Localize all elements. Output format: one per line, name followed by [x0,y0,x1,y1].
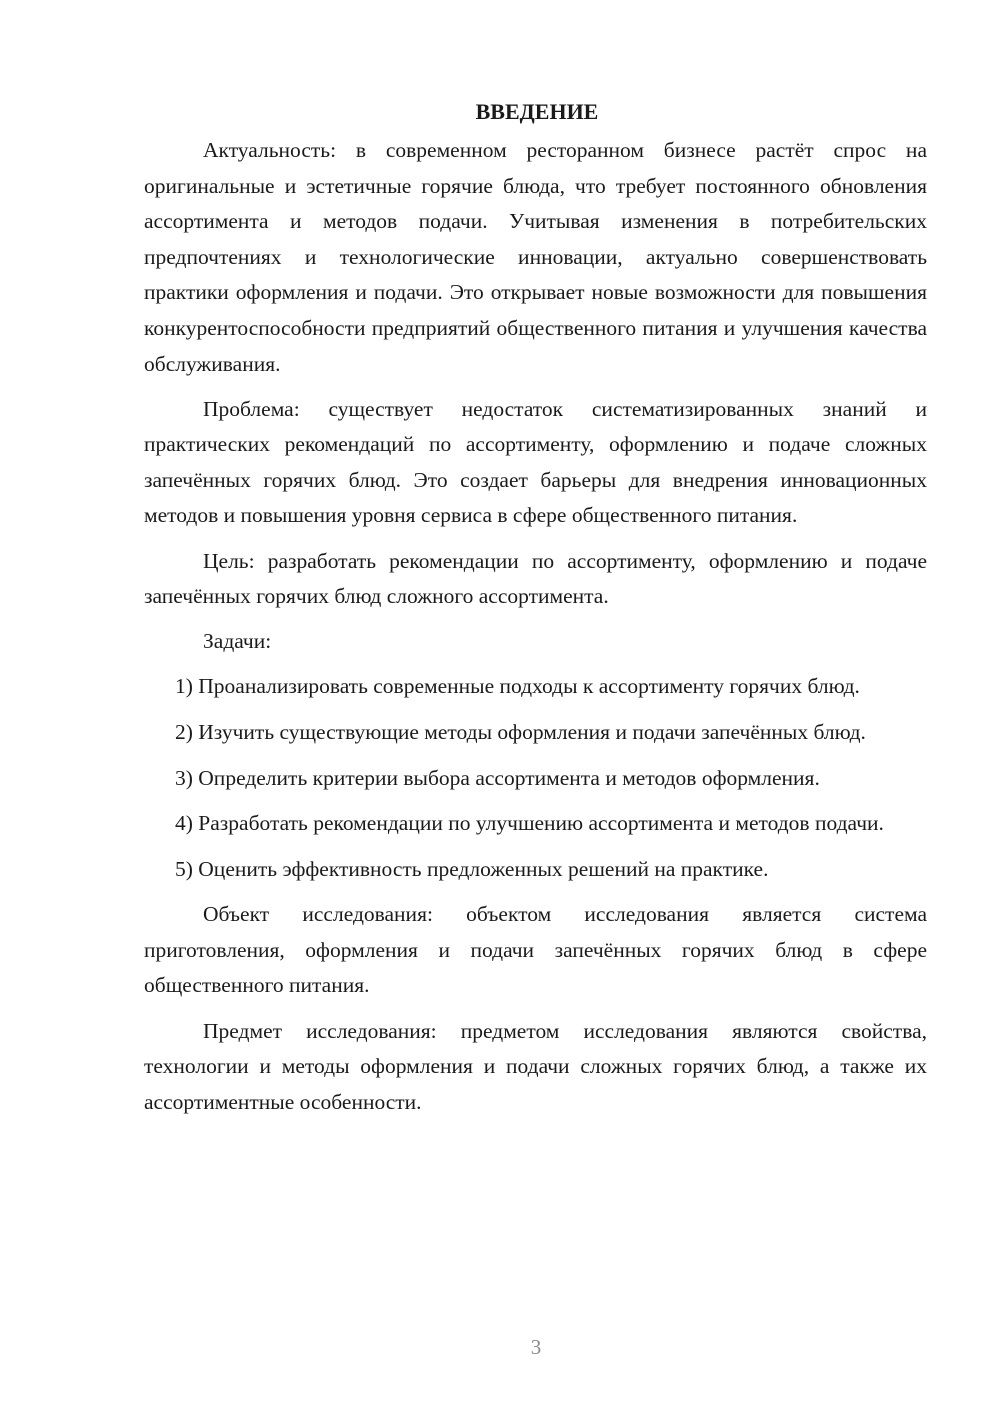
research-object-paragraph: Объект исследования: объектом исследования является система приготовления, оформления и подачи запечённых горячих блюд в сфере общественного питания. [144,902,927,998]
task-item: 3) Определить критерии выбора ассортимента и методов оформления. [175,765,820,790]
goal-paragraph: Цель: разработать рекомендации по ассортименту, оформлению и подаче запечённых горячих блюд сложного ассортимента. [144,548,927,609]
section-title: ВВЕДЕНИЕ [475,99,599,124]
task-item: 5) Оценить эффективность предложенных решений на практике. [175,856,769,881]
page-number: 3 [530,1335,542,1359]
tasks-list [144,669,927,887]
tasks-heading: Задачи: [203,629,272,654]
research-subject-paragraph: Предмет исследования: предметом исследования являются свойства, технологии и методы оформления и подачи сложных горячих блюд, а также их ассортиментные особенности. [144,1018,927,1114]
relevance-paragraph: Актуальность: в современном ресторанном бизнесе растёт спрос на оригинальные и эстетичные горячие блюда, что требует постоянного обновления ассортимента и методов подачи. Учитывая изменения в потребительских предпочтениях и технологические инновации, актуально совершенствовать практики оформления и подачи. Это открывает новые возможности для повышения конкурентоспособности предприятий общественного питания и улучшения качества обслуживания. [144,138,927,376]
problem-paragraph: Проблема: существует недостаток систематизированных знаний и практических рекомендаций по ассортименту, оформлению и подаче сложных запечённых горячих блюд. Это создает барьеры для внедрения инновационных методов и повышения уровня сервиса в сфере общественного питания. [144,396,927,528]
document-page [144,94,927,1130]
task-item: 2) Изучить существующие методы оформления и подачи запечённых блюд. [175,719,866,744]
task-item: 4) Разработать рекомендации по улучшению ассортимента и методов подачи. [175,811,884,836]
task-item: 1) Проанализировать современные подходы к ассортименту горячих блюд. [175,674,860,699]
